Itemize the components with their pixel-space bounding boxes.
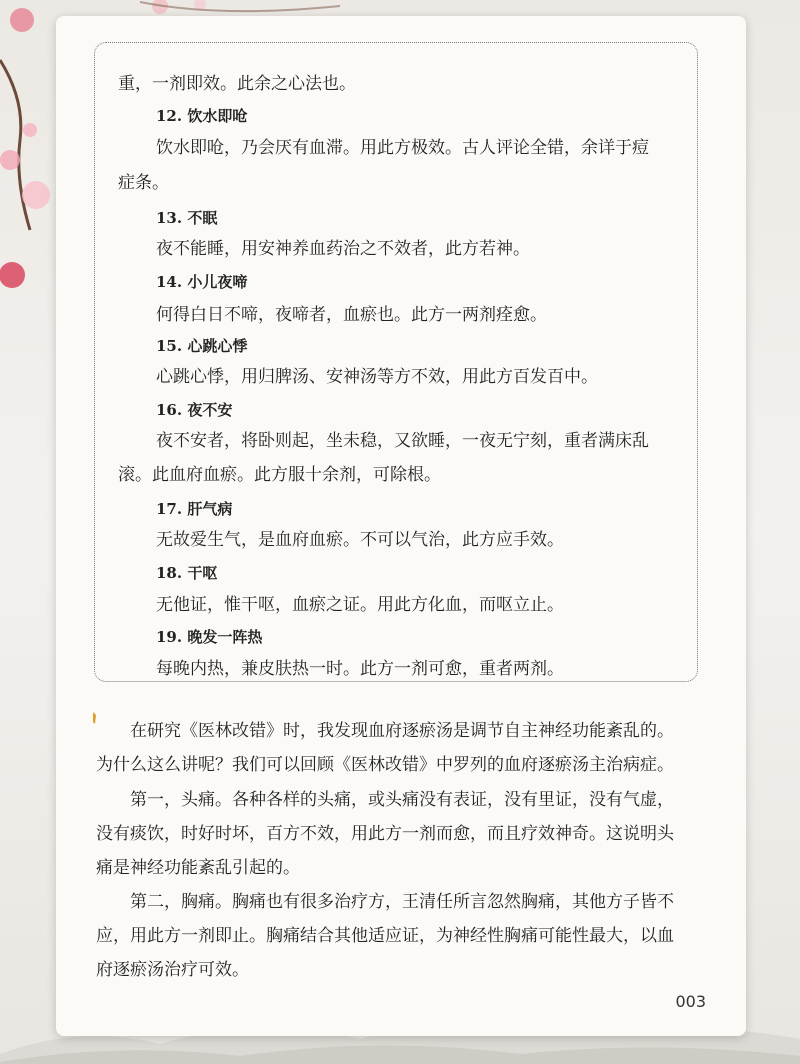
- excerpt-line: 心跳心悸，用归脾汤、安神汤等方不效，用此方百发百中。: [156, 367, 598, 387]
- excerpt-heading: 14. 小儿夜啼: [156, 273, 248, 291]
- body-paragraph-line: 痛是神经功能紊乱引起的。: [96, 858, 300, 878]
- excerpt-heading: 12. 饮水即呛: [156, 107, 248, 125]
- body-paragraph-line: 没有痰饮，时好时坏，百方不效，用此方一剂而愈，而且疗效神奇。这说明头: [96, 824, 674, 844]
- excerpt-heading: 19. 晚发一阵热: [156, 628, 263, 646]
- excerpt-heading: 17. 肝气病: [156, 500, 233, 518]
- excerpt-line: 每晚内热，兼皮肤热一时。此方一剂可愈，重者两剂。: [156, 659, 564, 679]
- book-page: [56, 16, 746, 1036]
- body-paragraph-line: 应，用此方一剂即止。胸痛结合其他适应证，为神经性胸痛可能性最大，以血: [96, 926, 674, 946]
- excerpt-line: 夜不能睡，用安神养血药治之不效者，此方若神。: [156, 239, 530, 259]
- body-paragraph-line: 府逐瘀汤治疗可效。: [96, 960, 249, 980]
- body-paragraph-line: 在研究《医林改错》时，我发现血府逐瘀汤是调节自主神经功能紊乱的。: [130, 721, 674, 741]
- page-number: 003: [675, 992, 706, 1011]
- plum-blossom-decoration: [0, 0, 60, 420]
- excerpt-line: 无故爱生气，是血府血瘀。不可以气治，此方应手效。: [156, 530, 564, 550]
- ink-mark-icon: [92, 712, 97, 724]
- excerpt-line: 何得白日不啼，夜啼者，血瘀也。此方一两剂痊愈。: [156, 305, 547, 325]
- body-paragraph-line: 第一，头痛。各种各样的头痛，或头痛没有表证，没有里证，没有气虚，: [130, 790, 674, 810]
- body-paragraph-line: 第二，胸痛。胸痛也有很多治疗方，王清任所言忽然胸痛，其他方子皆不: [130, 892, 674, 912]
- body-paragraph-line: 为什么这么讲呢？我们可以回顾《医林改错》中罗列的血府逐瘀汤主治病症。: [96, 755, 674, 775]
- excerpt-line: 无他证，惟干呕，血瘀之证。用此方化血，而呕立止。: [156, 595, 564, 615]
- excerpt-heading: 18. 干呕: [156, 564, 218, 582]
- excerpt-line: 饮水即呛，乃会厌有血滞。用此方极效。古人评论全错，余详于痘: [156, 138, 649, 158]
- excerpt-line: 症条。: [118, 173, 169, 193]
- excerpt-heading: 13. 不眠: [156, 209, 218, 227]
- excerpt-heading: 16. 夜不安: [156, 401, 233, 419]
- excerpt-line: 滚。此血府血瘀。此方服十余剂，可除根。: [118, 465, 441, 485]
- excerpt-line: 重，一剂即效。此余之心法也。: [118, 74, 356, 94]
- excerpt-line: 夜不安者，将卧则起，坐未稳，又欲睡，一夜无宁刻，重者满床乱: [156, 431, 649, 451]
- excerpt-heading: 15. 心跳心悸: [156, 337, 248, 355]
